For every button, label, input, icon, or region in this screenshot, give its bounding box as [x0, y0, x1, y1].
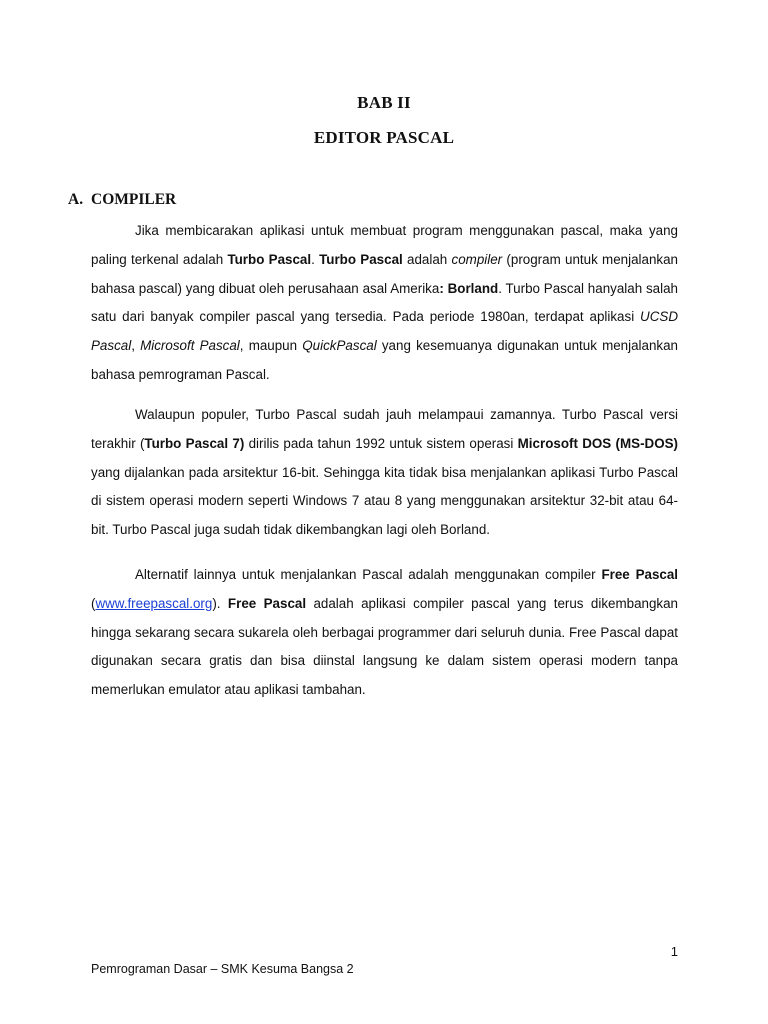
text-run: yang dijalankan pada arsitektur 16-bit. Sehingga kita tidak bisa menjalankan aplikasi Turbo Pascal di sistem operasi modern seperti Windows 7 atau 8 yang menggunakan arsitektur 32-bit atau 64-bit. Turbo Pascal juga sudah tidak dikembangkan lagi oleh Borland.: [91, 464, 678, 538]
page-footer: Pemrograman Dasar – SMK Kesuma Bangsa 2: [91, 962, 354, 976]
section-heading: [68, 191, 176, 209]
text-run: . Turbo Pascal hanyalah salah satu dari banyak compiler pascal yang tersedia. Pada periode 1980an, terdapat aplikasi: [91, 280, 678, 325]
italic-term: QuickPascal: [302, 338, 377, 354]
freepascal-link[interactable]: www.freepascal.org: [95, 595, 213, 611]
text-run: , maupun: [239, 338, 303, 354]
italic-term: compiler: [451, 251, 503, 267]
page-number: 1: [670, 944, 678, 959]
text-run: ).: [212, 595, 228, 611]
section-title: COMPILER: [91, 191, 177, 208]
bold-term: Turbo Pascal: [227, 251, 312, 267]
text-run: (: [91, 595, 96, 611]
bold-term: : Borland: [439, 280, 499, 296]
paragraph-free-pascal: [91, 561, 678, 705]
bold-term: Free Pascal: [601, 567, 679, 582]
bold-term: Free Pascal: [227, 595, 307, 611]
bold-term: Microsoft DOS (MS-DOS): [517, 435, 679, 451]
text-run: Jika membicarakan aplikasi untuk membuat program menggunakan pascal, maka yang paling terkenal adalah: [91, 223, 678, 267]
text-run: yang kesemuanya digunakan untuk menjalankan bahasa pemrograman Pascal.: [91, 338, 678, 382]
text-run: .: [311, 251, 320, 267]
italic-term: UCSD Pascal: [91, 309, 678, 354]
chapter-heading: BAB II: [357, 93, 411, 112]
text-run: Alternatif lainnya untuk menjalankan Pascal adalah menggunakan compiler: [135, 567, 602, 582]
bold-term: Turbo Pascal: [319, 251, 403, 267]
text-run: dirilis pada tahun 1992 untuk sistem operasi: [244, 435, 518, 451]
italic-term: Microsoft Pascal: [140, 338, 240, 354]
text-run: adalah aplikasi compiler pascal yang terus dikembangkan hingga sekarang secara sukarela oleh berbagai programmer dari seluruh dunia. Free Pascal dapat digunakan secara gratis dan bisa diinstal langsung ke dalam sistem operasi modern tanpa memerlukan emulator atau aplikasi tambahan.: [91, 595, 678, 698]
text-run: ,: [131, 338, 141, 354]
text-run: Walaupun populer, Turbo Pascal sudah jauh melampaui zamannya. Turbo Pascal versi terakhir (: [91, 407, 678, 451]
bold-term: Turbo Pascal 7): [144, 435, 245, 451]
paragraph-turbo-pascal-history: [91, 401, 678, 545]
section-number: A.: [68, 191, 84, 208]
paragraph-compiler-intro: [91, 217, 678, 390]
chapter-title: EDITOR PASCAL: [313, 128, 455, 147]
text-run: adalah: [402, 251, 452, 267]
text-run: (program untuk menjalankan bahasa pascal) yang dibuat oleh perusahaan asal Amerika: [91, 251, 678, 296]
